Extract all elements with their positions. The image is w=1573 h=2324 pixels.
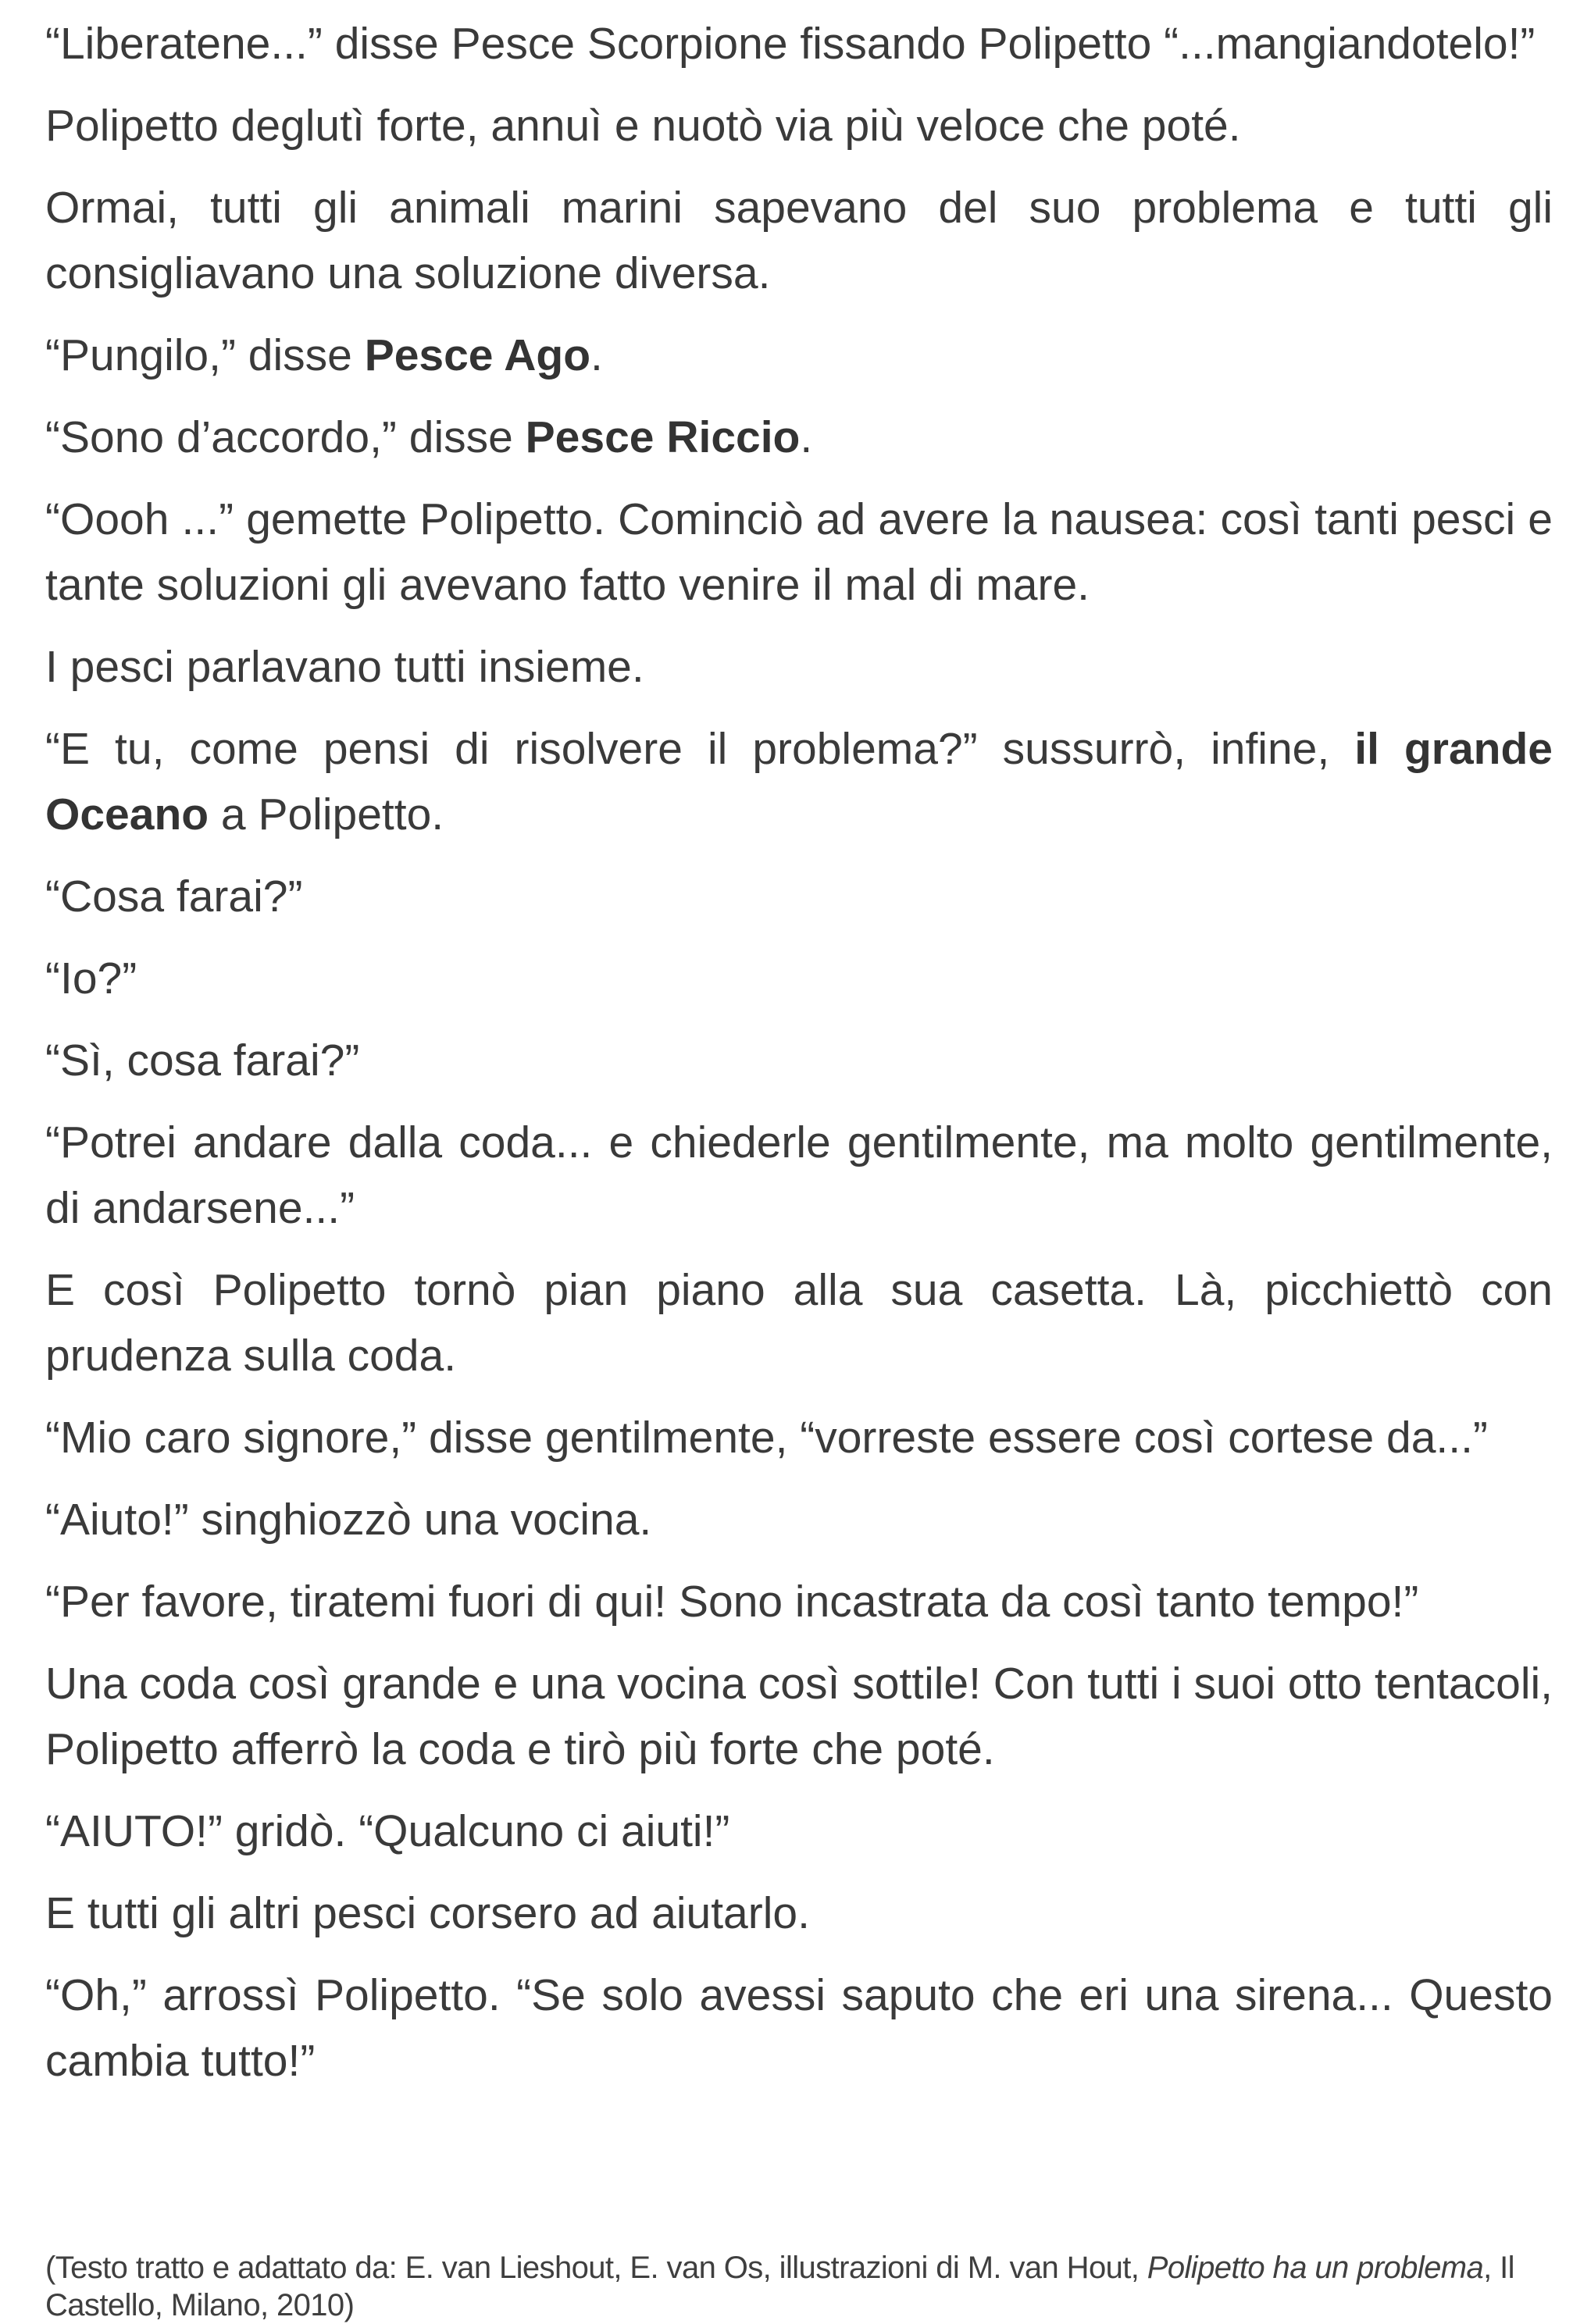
- story-paragraph-17: Una coda così grande e una vocina così sottile! Con tutti i suoi otto tentacoli, Polipetto afferrò la coda e tirò più forte che poté.: [45, 1659, 1553, 1774]
- character-name-pesce-ago: Pesce Ago: [364, 330, 591, 380]
- story-paragraph-15: “Aiuto!” singhiozzò una vocina.: [45, 1495, 652, 1545]
- source-credit: [45, 2249, 1553, 2324]
- book-title: Polipetto ha un problema: [1147, 2251, 1484, 2285]
- story-paragraph-18: “AIUTO!” gridò. “Qualcuno ci aiuti!”: [45, 1806, 730, 1856]
- story-text-run: .: [590, 330, 603, 380]
- story-paragraph-3: Ormai, tutti gli animali marini sapevano del suo problema e tutti gli consigliavano una soluzione diversa.: [45, 183, 1553, 298]
- character-name-pesce-riccio: Pesce Riccio: [525, 412, 801, 462]
- story-paragraph-4: [45, 323, 1553, 388]
- story-paragraph-20: “Oh,” arrossì Polipetto. “Se solo avessi saputo che eri una sirena... Questo cambia tutto!”: [45, 1970, 1553, 2086]
- story-text-run: “Pungilo,” disse: [45, 330, 365, 380]
- credit-text-run: (Testo tratto e adattato da: E. van Lieshout, E. van Os, illustrazioni di M. van Hout,: [45, 2251, 1147, 2285]
- story-paragraph-16: “Per favore, tiratemi fuori di qui! Sono incastrata da così tanto tempo!”: [45, 1577, 1419, 1627]
- story-paragraph-13: E così Polipetto tornò pian piano alla sua casetta. Là, picchiettò con prudenza sulla coda.: [45, 1265, 1553, 1381]
- story-paragraph-14: “Mio caro signore,” disse gentilmente, “vorreste essere così cortese da...”: [45, 1413, 1488, 1463]
- story-text-run: “Sono d’accordo,” disse: [45, 412, 526, 462]
- story-paragraph-1: “Liberatene...” disse Pesce Scorpione fissando Polipetto “...mangiandotelo!”: [45, 19, 1536, 69]
- story-paragraph-9: “Cosa farai?”: [45, 872, 303, 921]
- story-paragraph-5: [45, 405, 1553, 470]
- story-paragraph-2: Polipetto deglutì forte, annuì e nuotò via più veloce che poté.: [45, 101, 1241, 151]
- story-text-run: “E tu, come pensi di risolvere il problema?” sussurrò, infine,: [45, 724, 1355, 774]
- credit-text-run: , Il Castello, Milano, 2010): [45, 2251, 1514, 2322]
- story-paragraph-19: E tutti gli altri pesci corsero ad aiutarlo.: [45, 1888, 810, 1938]
- story-text: [45, 11, 1553, 2094]
- story-text-run: a Polipetto.: [209, 790, 444, 839]
- story-paragraph-6: “Oooh ...” gemette Polipetto. Cominciò ad avere la nausea: così tanti pesci e tante soluzioni gli avevano fatto venire il mal di mare.: [45, 494, 1553, 610]
- story-paragraph-7: I pesci parlavano tutti insieme.: [45, 642, 644, 692]
- story-paragraph-11: “Sì, cosa farai?”: [45, 1035, 360, 1085]
- story-paragraph-10: “Io?”: [45, 953, 137, 1003]
- story-text-run: .: [800, 412, 813, 462]
- story-paragraph-12: “Potrei andare dalla coda... e chiederle gentilmente, ma molto gentilmente, di andarsene...”: [45, 1117, 1553, 1233]
- story-paragraph-8: [45, 716, 1553, 847]
- character-name-grande-oceano: il grande Oceano: [45, 724, 1553, 839]
